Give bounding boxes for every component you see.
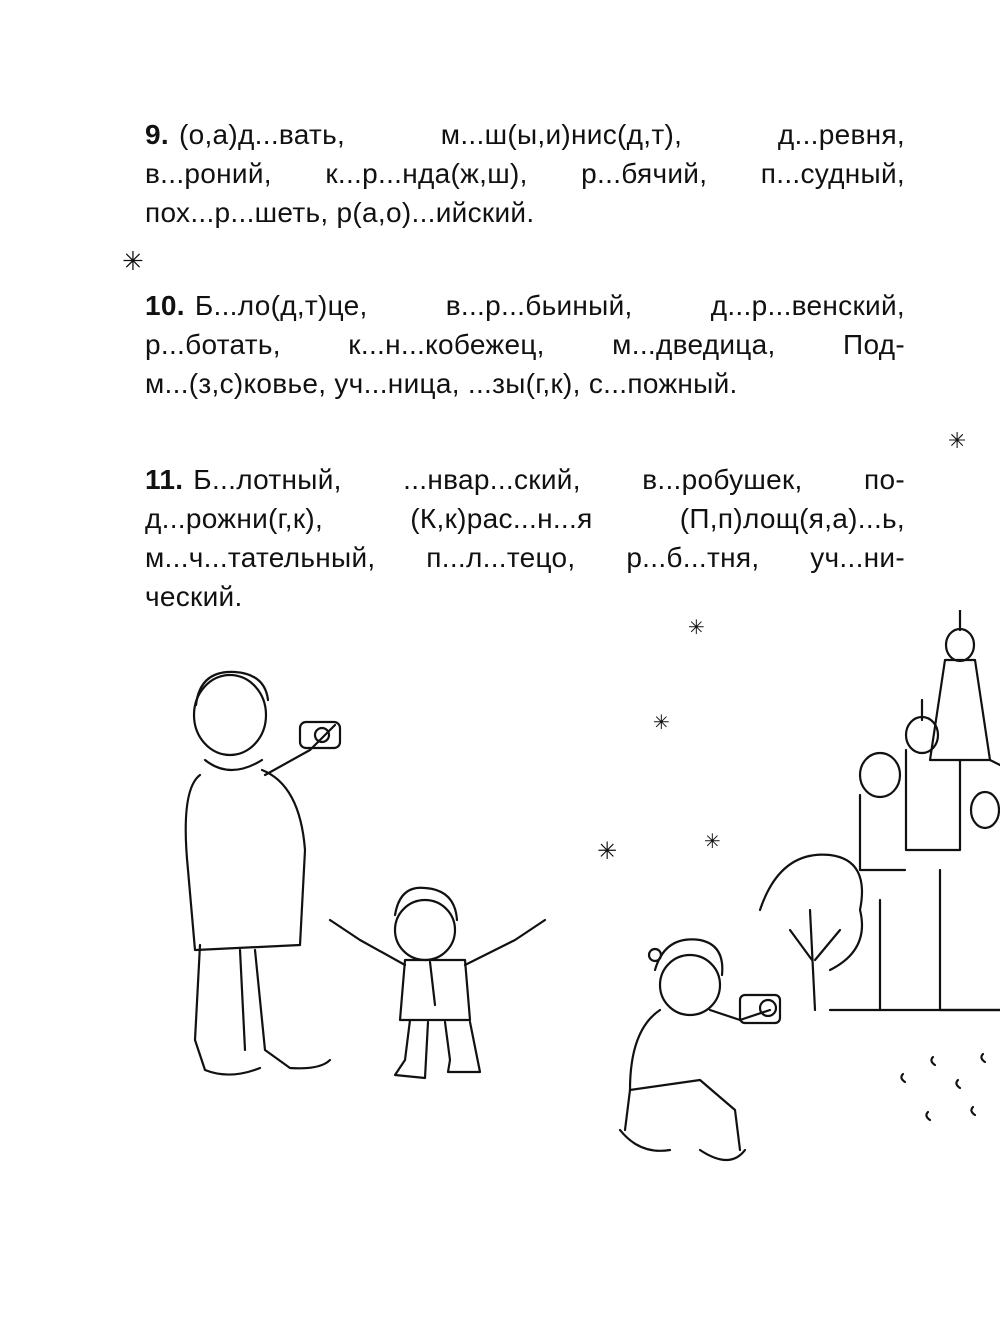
snow-tracks (901, 1054, 985, 1120)
father-figure (186, 672, 340, 1075)
exercise-10 (145, 286, 905, 403)
exercise-line: ческий. (145, 581, 243, 612)
exercise-11 (145, 460, 905, 616)
exercise-line: в...роний, к...р...нда(ж,ш), р...бячий, п...судный, (145, 158, 905, 189)
exercise-line (145, 460, 905, 499)
exercise-number: 10. (145, 290, 185, 321)
boy-figure (330, 888, 545, 1078)
snowflake-icon: ✳ (948, 428, 967, 453)
exercise-9 (145, 115, 905, 232)
exercise-line: р...ботать, к...н...кобежец, м...дведица, Под- (145, 329, 905, 360)
tree (760, 855, 862, 1010)
snowflake-icon: ✳ (688, 617, 705, 639)
exercise-text: (о,а)д...вать, м...ш(ы,и)нис(д,т), д...ревня, (178, 119, 905, 150)
exercise-line: пох...р...шеть, р(а,о)...ийский. (145, 197, 535, 228)
girl-figure (620, 939, 780, 1160)
exercise-line: м...(з,с)ковье, уч...ница, ...зы(г,к), с...пожный. (145, 368, 738, 399)
snowflake-icon: ✳ (597, 838, 618, 865)
exercise-text: Б...лотный, ...нвар...ский, в...робушек, по- (193, 464, 905, 495)
illustration-winter-family-icon (0, 610, 1000, 1200)
exercise-number: 9. (145, 119, 169, 150)
exercise-line: м...ч...тательный, п...л...тецо, р...б...тня, уч...ни- (145, 542, 905, 573)
exercise-number: 11. (145, 464, 184, 495)
exercise-line (145, 115, 905, 154)
exercise-line (145, 286, 905, 325)
snowflake-icon: ✳ (704, 831, 721, 853)
exercise-line: д...рожни(г,к), (К,к)рас...н...я (П,п)лощ(я,а)...ь, (145, 503, 905, 534)
snowflake-icon: ✳ (122, 246, 144, 276)
exercise-text: Б...ло(д,т)це, в...р...бьиный, д...р...венский, (194, 290, 905, 321)
snowflake-icon: ✳ (653, 712, 670, 734)
